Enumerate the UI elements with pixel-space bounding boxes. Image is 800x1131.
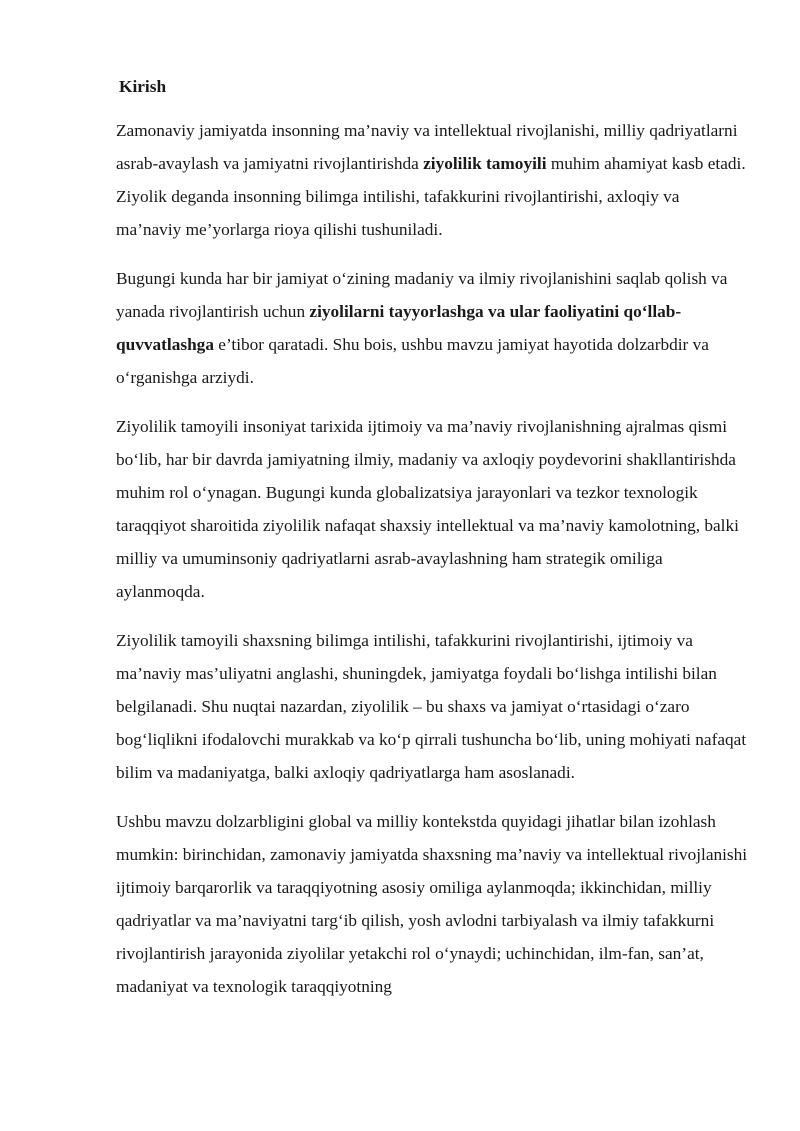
paragraph-3-text: Ziyolilik tamoyili insoniyat tarixida ijtimoiy va ma’naviy rivojlanishning ajralmas qismi bo‘lib, har bir davrda jamiyatning ilmiy, madaniy va axloqiy poydevorini shakllantirishda muhim rol o‘ynagan. Bugungi kunda globalizatsiya jarayonlari va tezkor texnologik taraqqiyot sharoitida ziyolilik nafaqat shaxsiy intellektual va ma’naviy kamolotning, balki milliy va umuminsoniy qadriyatlarni asrab-avaylashning ham strategik omiliga aylanmoqda. bbox=[116, 417, 739, 601]
section-heading: Kirish bbox=[119, 77, 167, 96]
paragraph-5 bbox=[116, 805, 748, 1003]
paragraph-1-text-a: Zamonaviy jamiyatda insonning ma’naviy va intellektual rivojlanishi, milliy qadriyatlarni asrab-avaylash va jamiyatni rivojlantirishda bbox=[116, 121, 738, 173]
paragraph-2-text-a: Bugungi kunda har bir jamiyat o‘zining madaniy va ilmiy rivojlanishini saqlab qolish va yanada rivojlantirish uchun bbox=[116, 269, 728, 321]
paragraph-2-text-b: e’tibor qaratadi. Shu bois, ushbu mavzu jamiyat hayotida dolzarbdir va o‘rganishga arziydi. bbox=[116, 335, 709, 387]
paragraph-4 bbox=[116, 624, 748, 789]
paragraph-1 bbox=[116, 114, 748, 246]
paragraph-5-text: Ushbu mavzu dolzarbligini global va milliy kontekstda quyidagi jihatlar bilan izohlash mumkin: birinchidan, zamonaviy jamiyatda shaxsning ma’naviy va intellektual rivojlanishi ijtimoiy barqarorlik va taraqqiyotning asosiy omiliga aylanmoqda; ikkinchidan, milliy qadriyatlar va ma’naviyatni targ‘ib qilish, yosh avlodni tarbiyalash va ilmiy tafakkurni rivojlantirish jarayonida ziyolilar yetakchi rol o‘ynaydi; uchinchidan, ilm-fan, san’at, madaniyat va texnologik taraqqiyotning bbox=[116, 812, 748, 996]
document-body bbox=[116, 72, 748, 1019]
paragraph-3 bbox=[116, 410, 748, 608]
paragraph-4-text: Ziyolilik tamoyili shaxsning bilimga intilishi, tafakkurini rivojlantirishi, ijtimoiy va ma’naviy mas’uliyatni anglashi, shuningdek, jamiyatga foydali bo‘lishga intilishi bilan belgilanadi. Shu nuqtai nazardan, ziyolilik – bu shaxs va jamiyat o‘rtasidagi o‘zaro bog‘liqlikni ifodalovchi murakkab va ko‘p qirrali tushuncha bo‘lib, uning mohiyati nafaqat bilim va madaniyatga, balki axloqiy qadriyatlarga ham asoslanadi. bbox=[116, 631, 747, 782]
paragraph-2-bold-term: ziyolilarni tayyorlashga va ular faoliyatini qo‘llab-quvvatlashga bbox=[116, 302, 682, 354]
paragraph-1-text-b: muhim ahamiyat kasb etadi. Ziyolik deganda insonning bilimga intilishi, tafakkurini rivojlantirishi, axloqiy va ma’naviy me’yorlarga rioya qilishi tushuniladi. bbox=[116, 154, 746, 239]
paragraph-2 bbox=[116, 262, 748, 394]
paragraph-1-bold-term: ziyolilik tamoyili bbox=[423, 154, 547, 173]
